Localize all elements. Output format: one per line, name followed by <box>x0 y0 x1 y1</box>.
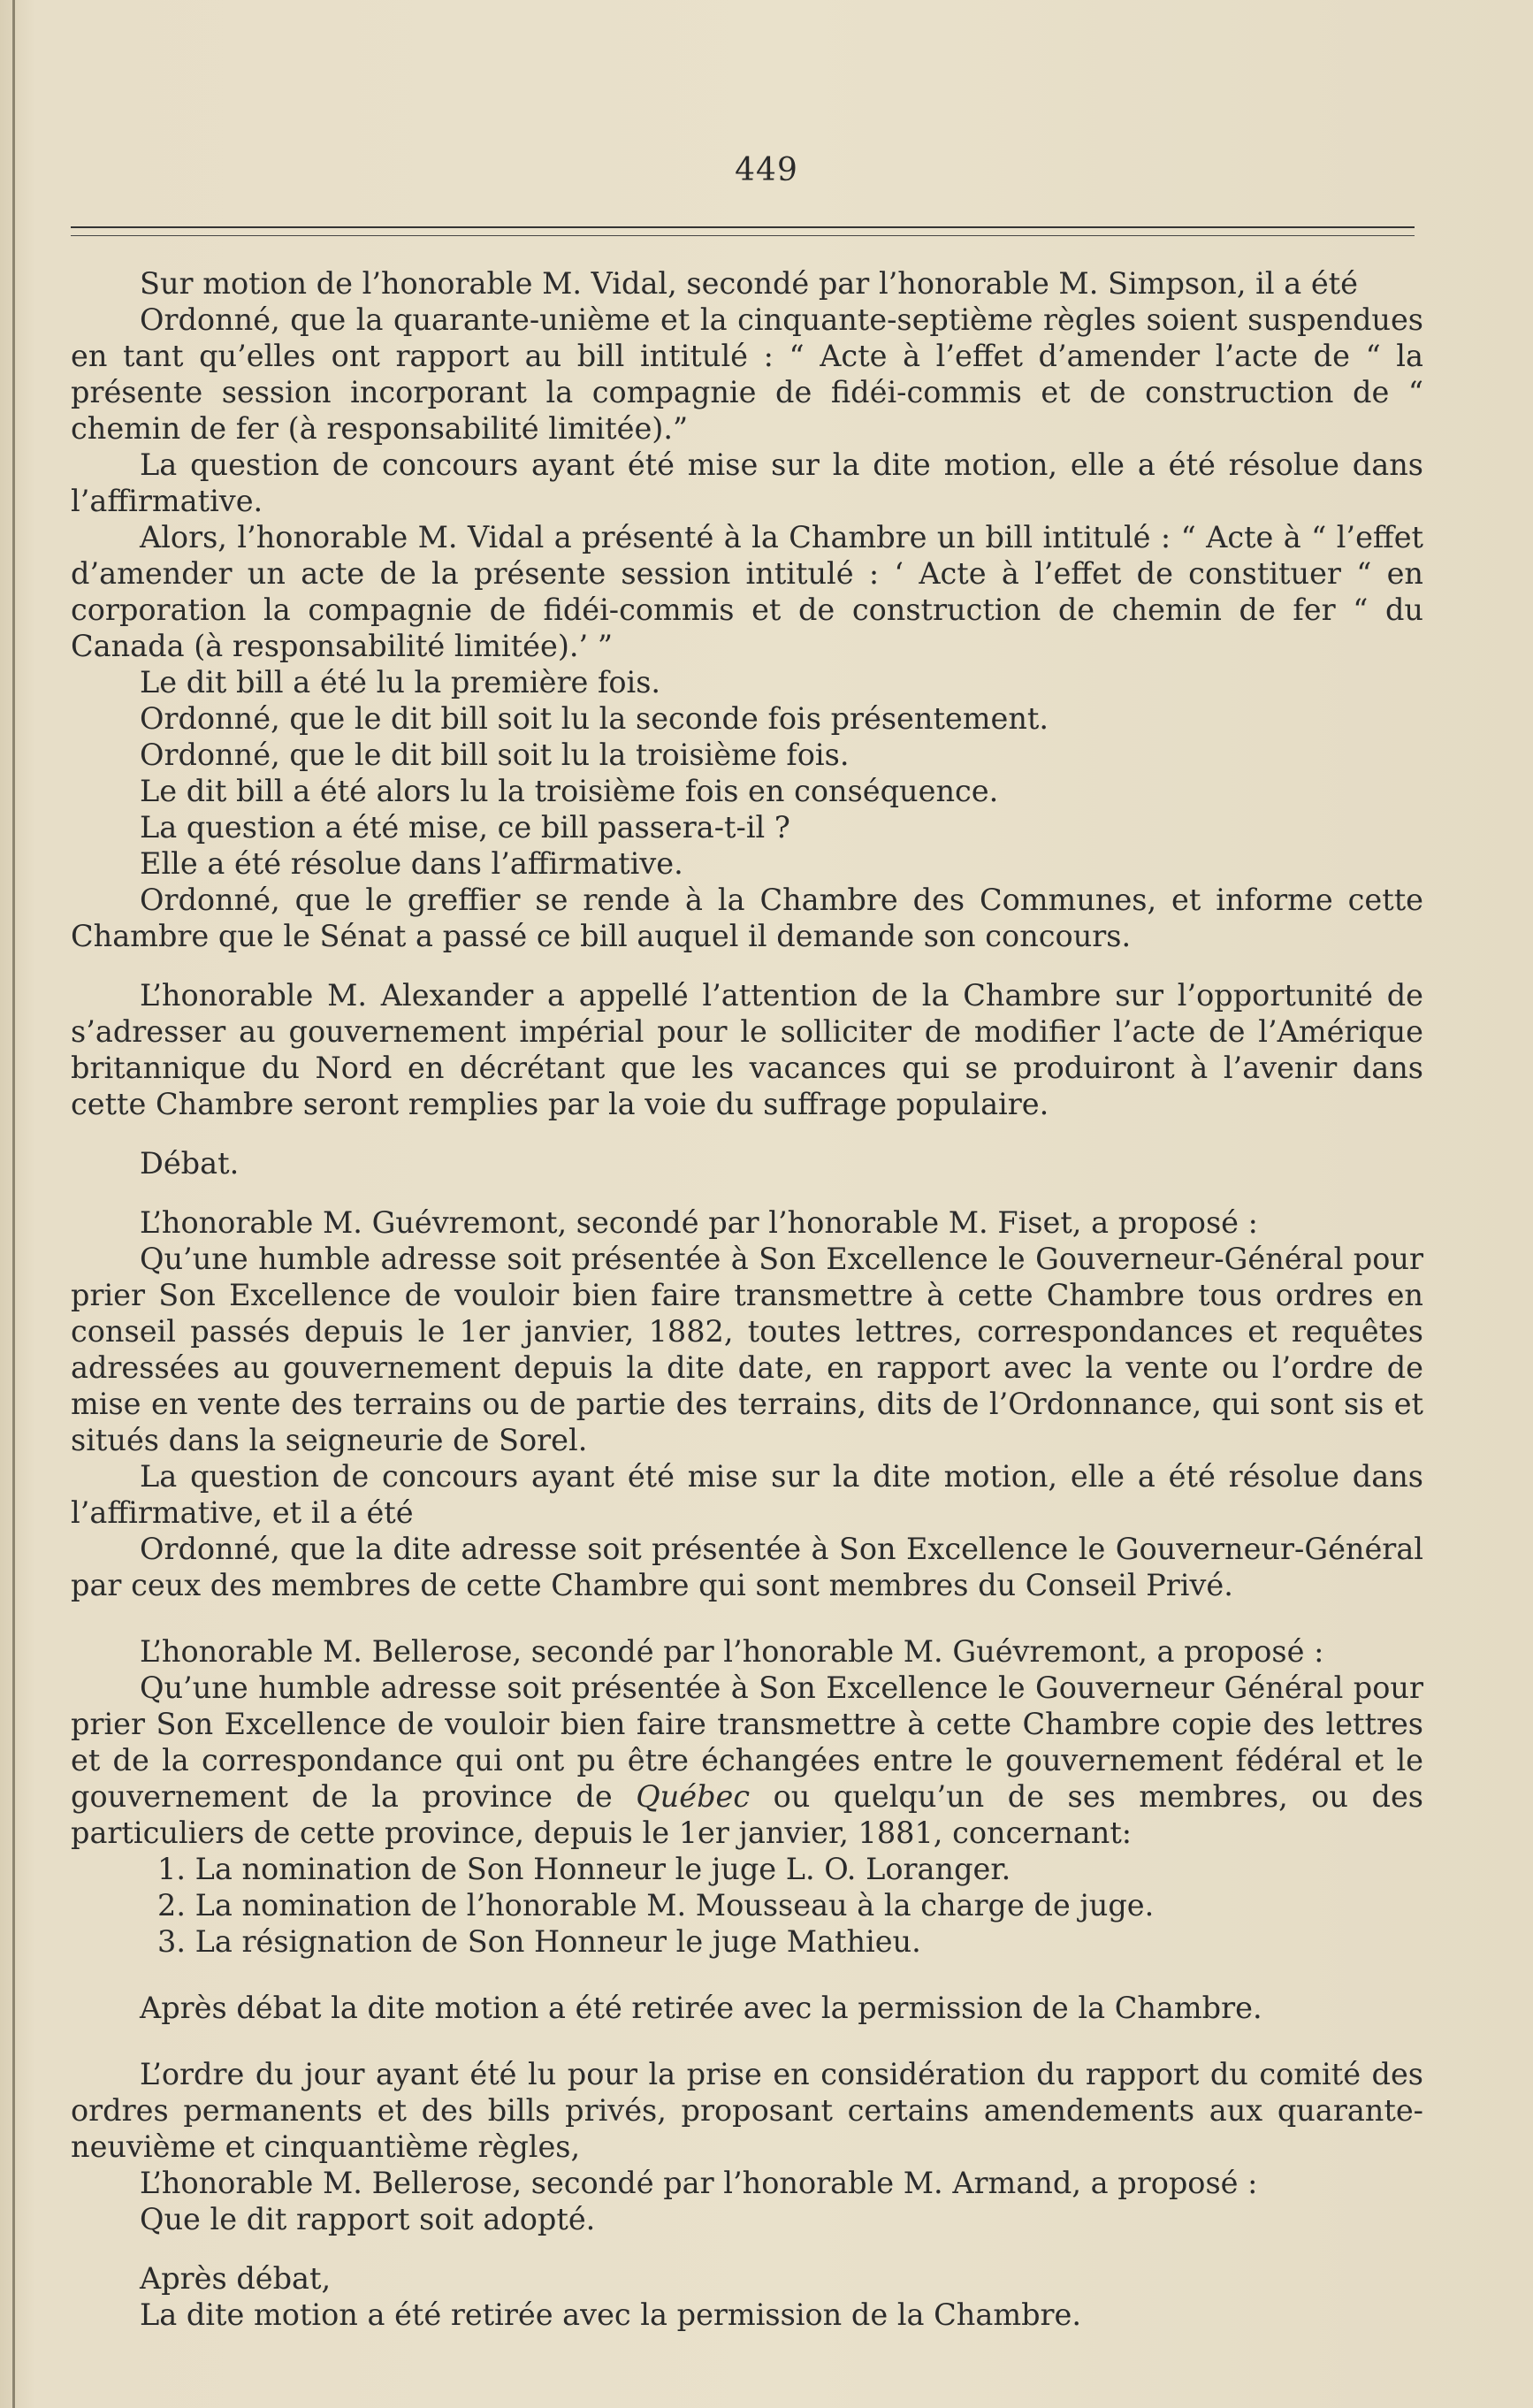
paragraph-bellerose-motion: L’honorable M. Bellerose, secondé par l’honorable M. Guévremont, a proposé : <box>140 1634 1324 1669</box>
paragraph-concurrence-2: La question de concours ayant été mise sur la dite motion, elle a été résolue dans l’affirmative, et il a été <box>71 1459 1423 1530</box>
address-text-start: Qu’une humble adresse soit présentée à Son Excellence le Gouverneur Général pour prier Son Excellence de vouloir bien faire transmettre à cette Chambre copie des lettres et de la correspondance qui ont pu être échangées entre le gouvernement fédéral et le gouvernement de la province de <box>71 1670 1423 1814</box>
paragraph-second-reading: Ordonné, que le dit bill soit lu la seconde fois présentement. <box>140 701 1049 736</box>
paragraph-debate: Débat. <box>140 1146 240 1181</box>
paragraph-third-reading-order: Ordonné, que le dit bill soit lu la troisième fois. <box>140 738 850 772</box>
paragraph-clerk-order: Ordonné, que le greffier se rende à la Chambre des Communes, et informe cette Chambre que le Sénat a passé ce bill auquel il demande son concours. <box>71 883 1423 953</box>
list-item-mousseau: 2. La nomination de l’honorable M. Mousseau à la charge de juge. <box>157 1888 1155 1923</box>
paragraph-withdrawn-2: La dite motion a été retirée avec la permission de la Chambre. <box>140 2297 1082 2332</box>
paragraph-withdrawn: Après débat la dite motion a été retirée avec la permission de la Chambre. <box>140 1991 1262 2025</box>
list-item-loranger: 1. La nomination de Son Honneur le juge L. O. Loranger. <box>157 1852 1011 1886</box>
paragraph-address-correspondence <box>71 1670 1423 1851</box>
paragraph-first-reading: Le dit bill a été lu la première fois. <box>140 665 661 699</box>
paragraph-address-order: Ordonné, que la dite adresse soit présentée à Son Excellence le Gouverneur-Général par ceux des membres de cette Chambre qui sont membres du Conseil Privé. <box>71 1532 1423 1602</box>
list-item-mathieu: 3. La résignation de Son Honneur le juge Mathieu. <box>157 1924 921 1959</box>
paragraph-bellerose-armand: L’honorable M. Bellerose, secondé par l’honorable M. Armand, a proposé : <box>140 2166 1258 2200</box>
paragraph-order-of-day: L’ordre du jour ayant été lu pour la prise en considération du rapport du comité des ordres permanents et des bills privés, proposant certains amendements aux quarante-neuvième et cinquantième règles, <box>71 2057 1423 2164</box>
paragraph-question: La question a été mise, ce bill passera-t-il ? <box>140 810 790 845</box>
paragraph-third-reading: Le dit bill a été alors lu la troisième fois en conséquence. <box>140 774 999 808</box>
binding-edge <box>12 0 15 2408</box>
paragraph-guevremont-motion: L’honorable M. Guévremont, secondé par l’honorable M. Fiset, a proposé : <box>140 1205 1258 1240</box>
paragraph-resolved: Elle a été résolue dans l’affirmative. <box>140 846 683 881</box>
header-rule <box>71 226 1415 228</box>
paragraph-order-suspend-rules: Ordonné, que la quarante-unième et la cinquante-septième règles soient suspendues en tant qu’elles ont rapport au bill intitulé : “ Acte à l’effet d’amender l’acte de “ la présente session incorporant la compagnie de fidéi-commis et de construction de “ chemin de fer (à responsabilité limitée).” <box>71 302 1423 446</box>
paragraph-alexander: L’honorable M. Alexander a appellé l’attention de la Chambre sur l’opportunité de s’adresser au gouvernement impérial pour le solliciter de modifier l’acte de l’Amérique britannique du Nord en décrétant que les vacances qui se produiront à l’avenir dans cette Chambre seront remplies par la voie du suffrage populaire. <box>71 978 1423 1121</box>
paragraph-report-adopted: Que le dit rapport soit adopté. <box>140 2202 596 2236</box>
paragraph-motion-vidal: Sur motion de l’honorable M. Vidal, secondé par l’honorable M. Simpson, il a été <box>140 266 1358 301</box>
body-text <box>71 265 1423 2333</box>
page-number: 449 <box>735 152 798 188</box>
address-text-end: ou quelqu’un de ses membres, ou des particuliers de cette province, depuis le 1er janvier, 1881, concernant: <box>71 1779 1423 1850</box>
paragraph-concurrence: La question de concours ayant été mise sur la dite motion, elle a été résolue dans l’affirmative. <box>71 447 1423 518</box>
province-name: Québec <box>636 1779 751 1814</box>
paragraph-bill-presented: Alors, l’honorable M. Vidal a présenté à la Chambre un bill intitulé : “ Acte à “ l’effet d’amender un acte de la présente session intitulé : ‘ Acte à l’effet de constituer “ en corporation la compagnie de fidéi-commis et de construction de chemin de fer “ du Canada (à responsabilité limitée).’ ” <box>71 520 1423 663</box>
paragraph-after-debate: Après débat, <box>140 2261 332 2296</box>
header-rule-thin <box>71 235 1415 236</box>
paragraph-address-sorel: Qu’une humble adresse soit présentée à Son Excellence le Gouverneur-Général pour prier Son Excellence de vouloir bien faire transmettre à cette Chambre tous ordres en conseil passés depuis le 1er janvier, 1882, toutes lettres, correspondances et requêtes adressées au gouvernement depuis la dite date, en rapport avec la vente ou l’ordre de mise en vente des terrains ou de partie des terrains, dits de l’Ordonnance, qui sont sis et situés dans la seigneurie de Sorel. <box>71 1242 1423 1457</box>
